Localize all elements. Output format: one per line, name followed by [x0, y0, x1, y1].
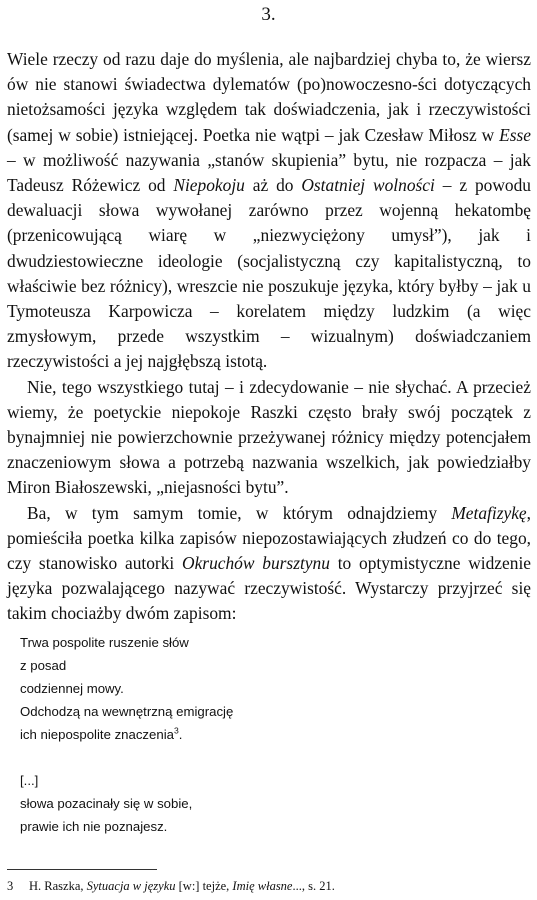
title-okruchy-bursztynu: Okruchów bursztynu	[182, 553, 330, 574]
body-text	[7, 47, 531, 627]
paragraph-3	[7, 501, 531, 627]
poem-line: słowa pozacinały się w sobie,	[20, 796, 193, 811]
footnote-number: 3	[7, 879, 14, 893]
poem-line: codziennej mowy.	[20, 681, 124, 696]
footnote-seg: H. Raszka,	[29, 879, 87, 893]
paragraph-1-seg-4: aż do	[244, 175, 302, 196]
paragraph-1-seg-2: – w możliwość nazywania „stanów skupienia” bytu, nie rozpacza – jak Tadeusz Różewicz od	[7, 149, 531, 196]
footnote-title-imie-wlasne: Imię własne	[232, 879, 293, 893]
poem-line: z posad	[20, 658, 67, 673]
paragraph-2	[7, 375, 531, 501]
footnote-seg: ..., s. 21.	[292, 879, 335, 893]
paragraph-3-seg-2: , pomieściła poetka kilka zapisów niepozostawiających złudzeń co do tego, czy stanowisko autorki	[7, 502, 531, 574]
footnote-seg: [w:] tejże,	[175, 879, 233, 893]
poem-quote	[20, 631, 233, 838]
stanza-gap	[20, 746, 233, 769]
poem-line	[20, 723, 233, 746]
footnote-divider	[7, 869, 157, 870]
paragraph-3-seg-4: to optymistyczne widzenie języka pozwalającego nazywać rzeczywistość. Wystarczy przyjrzeć się takim chociażby dwóm zapisom:	[7, 553, 531, 624]
poem-line-text: ich niepospolite znaczenia	[20, 727, 174, 742]
paragraph-1-seg-6: – z powodu dewaluacji słowa wywołanej zarówno przez wojenną hekatombę (przenicowującą wiarę w „niezwyciężony umysł”), jak i dwudziestowieczne ideologie (socjalistyczną czy kapitalistyczną, to właściwie bez różnicy), wreszcie nie poszukuje języka, który byłby – jak u Tymoteusza Karpowicza – korelatem między ludzkim (a więc zmysłowym, przede wszystkim – wizualnym) doświadczaniem rzeczywistości a jej najgłębszą istotą.	[7, 175, 531, 372]
footnote-title-sytuacja: Sytuacja w języku	[86, 879, 176, 893]
title-metafizyka: Metafizykę	[451, 502, 527, 523]
poem-line: [...]	[20, 773, 39, 788]
title-ostatnia-wolnosc: Ostatniej wolności	[301, 175, 435, 196]
poem-line: prawie ich nie poznajesz.	[20, 819, 168, 834]
footnote	[7, 878, 335, 894]
poem-line: Odchodzą na wewnętrzną emigrację	[20, 704, 234, 719]
title-esse: Esse	[499, 124, 531, 145]
paragraph-1	[7, 47, 531, 375]
poem-line-end: .	[178, 727, 183, 742]
footnote-reference[interactable]: 3	[173, 725, 179, 736]
paragraph-3-seg-0: Ba, w tym samym tomie, w którym odnajdziemy	[27, 502, 452, 523]
title-niepokoj: Niepokoju	[173, 175, 245, 196]
poem-line: Trwa pospolite ruszenie słów	[20, 635, 189, 650]
section-number: 3.	[261, 4, 276, 25]
paragraph-1-seg-0: Wiele rzeczy od razu daje do myślenia, ale najbardziej chyba to, że wiersz ów nie stanowi świadectwa dylematów (po)nowoczesno-ści dotyczących nietożsamości języka względem tak doświadczenia, jak i rzeczywistości (samej w sobie) istniejącej. Poetka nie wątpi – jak Czesław Miłosz w	[7, 49, 531, 145]
paragraph-2-seg-0: Nie, tego wszystkiego tutaj – i zdecydowanie – nie słychać. A przecież wiemy, że poetyckie niepokoje Raszki często brały swój początek z bynajmniej nie powierzchownie przeżywanej różnicy między potencjałem znaczeniowym słowa a potrzebą nazwania wszelkich, jak powiedziałby Miron Białoszewski, „niejasności bytu”.	[7, 376, 531, 498]
